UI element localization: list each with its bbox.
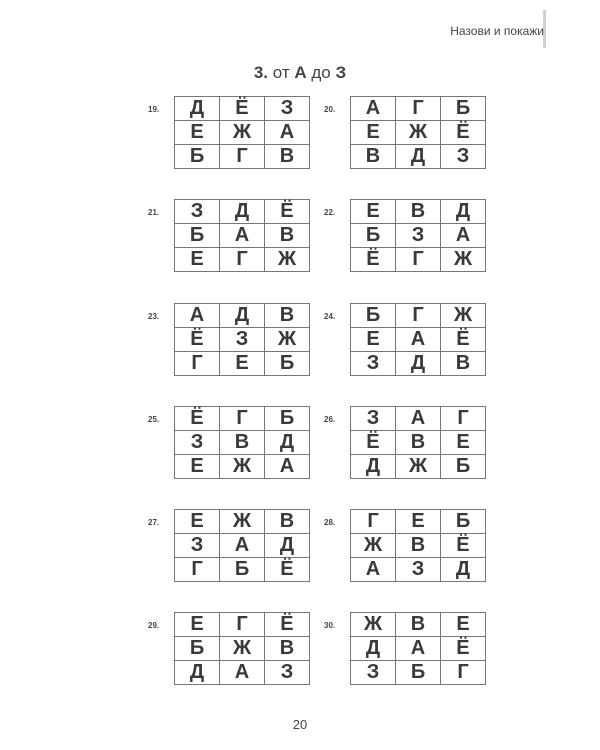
title-letter-end: З [335, 63, 347, 82]
letter-row [175, 431, 310, 455]
letter-grid [148, 199, 314, 278]
letter-row [175, 352, 310, 376]
page-title [0, 63, 600, 83]
letter-cell: А [351, 558, 396, 582]
letter-cell: Б [441, 97, 486, 121]
letter-row [351, 328, 486, 352]
letter-cell: Ё [441, 637, 486, 661]
letter-row [351, 352, 486, 376]
page-number: 20 [292, 717, 308, 732]
exercise-number: 26. [324, 415, 336, 424]
exercise-number: 19. [148, 105, 160, 114]
letter-cell: Ё [351, 431, 396, 455]
letter-cell: Д [396, 352, 441, 376]
letter-cell: Е [175, 455, 220, 479]
letter-cell: Б [351, 224, 396, 248]
letter-cell: Ё [351, 248, 396, 272]
letter-row [175, 97, 310, 121]
letter-cell: Д [396, 145, 441, 169]
letter-cell: А [220, 661, 265, 685]
letter-cell: Б [265, 407, 310, 431]
letter-cell: Д [441, 200, 486, 224]
letter-table [350, 612, 486, 685]
section-title: Назови и покажи [450, 24, 544, 38]
letter-cell: Б [265, 352, 310, 376]
letter-cell: Ж [265, 248, 310, 272]
letter-table [350, 406, 486, 479]
letter-cell: А [396, 407, 441, 431]
letter-table [350, 303, 486, 376]
letter-grid [148, 509, 314, 588]
letter-cell: А [441, 224, 486, 248]
letter-cell: Д [351, 637, 396, 661]
letter-cell: Б [441, 455, 486, 479]
exercise-number: 30. [324, 621, 336, 630]
letter-cell: З [175, 200, 220, 224]
letter-cell: Д [265, 534, 310, 558]
letter-row [351, 248, 486, 272]
letter-cell: Ё [441, 328, 486, 352]
letter-cell: Е [175, 121, 220, 145]
letter-cell: Ж [396, 455, 441, 479]
letter-row [175, 304, 310, 328]
letter-cell: Ё [175, 407, 220, 431]
letter-row [175, 455, 310, 479]
letter-cell: Г [220, 145, 265, 169]
exercise-number: 29. [148, 621, 160, 630]
letter-row [351, 121, 486, 145]
letter-table [350, 96, 486, 169]
letter-cell: А [220, 224, 265, 248]
letter-row [351, 431, 486, 455]
letter-cell: Ё [441, 121, 486, 145]
letter-cell: Е [175, 613, 220, 637]
letter-grid [324, 96, 490, 175]
letter-cell: Г [441, 661, 486, 685]
exercise-number: 24. [324, 312, 336, 321]
letter-cell: Е [441, 613, 486, 637]
title-from: от [272, 63, 290, 82]
letter-cell: Д [351, 455, 396, 479]
letter-row [175, 200, 310, 224]
letter-cell: Г [220, 613, 265, 637]
letter-row [175, 121, 310, 145]
letter-cell: В [265, 510, 310, 534]
title-number: 3. [253, 63, 269, 82]
letter-grid [324, 406, 490, 485]
letter-row [351, 534, 486, 558]
letter-grid [324, 199, 490, 278]
letter-cell: Г [441, 407, 486, 431]
letter-cell: Ё [265, 558, 310, 582]
letter-cell: Б [441, 510, 486, 534]
letter-cell: Е [351, 328, 396, 352]
letter-cell: Ж [265, 328, 310, 352]
letter-cell: Б [220, 558, 265, 582]
letter-cell: Г [396, 97, 441, 121]
letter-cell: Г [396, 248, 441, 272]
letter-row [351, 661, 486, 685]
letter-cell: А [396, 637, 441, 661]
letter-cell: Е [351, 200, 396, 224]
exercise-number: 20. [324, 105, 336, 114]
exercise-number: 22. [324, 208, 336, 217]
letter-cell: Б [175, 145, 220, 169]
letter-grid [148, 612, 314, 691]
letter-cell: Д [265, 431, 310, 455]
letter-row [175, 534, 310, 558]
letter-table [174, 303, 310, 376]
letter-table [174, 612, 310, 685]
letter-cell: З [220, 328, 265, 352]
letter-grid [148, 96, 314, 175]
letter-cell: Ж [396, 121, 441, 145]
letter-cell: Г [351, 510, 396, 534]
letter-row [175, 558, 310, 582]
letter-table [174, 96, 310, 169]
letter-row [175, 661, 310, 685]
letter-cell: З [265, 97, 310, 121]
letter-cell: А [220, 534, 265, 558]
letter-grid [324, 303, 490, 382]
letter-cell: Г [175, 352, 220, 376]
letter-cell: А [175, 304, 220, 328]
letter-row [351, 455, 486, 479]
letter-cell: Ж [351, 534, 396, 558]
letter-cell: Б [351, 304, 396, 328]
letter-cell: Е [175, 510, 220, 534]
exercise-number: 28. [324, 518, 336, 527]
letter-cell: З [351, 352, 396, 376]
letter-row [351, 613, 486, 637]
letter-row [175, 637, 310, 661]
letter-cell: Ж [220, 455, 265, 479]
letter-table [350, 199, 486, 272]
letter-row [351, 224, 486, 248]
letter-row [175, 613, 310, 637]
letter-row [175, 407, 310, 431]
letter-cell: Ё [441, 534, 486, 558]
letter-cell: Д [175, 661, 220, 685]
letter-row [351, 304, 486, 328]
letter-row [351, 558, 486, 582]
letter-cell: В [265, 145, 310, 169]
letter-row [175, 510, 310, 534]
letter-row [175, 145, 310, 169]
letter-cell: Г [220, 407, 265, 431]
letter-cell: З [396, 558, 441, 582]
letter-cell: З [351, 407, 396, 431]
letter-cell: Ё [220, 97, 265, 121]
letter-cell: В [220, 431, 265, 455]
letter-cell: Д [220, 304, 265, 328]
letter-cell: З [175, 534, 220, 558]
letter-cell: Е [351, 121, 396, 145]
letter-table [174, 406, 310, 479]
letter-grid [148, 303, 314, 382]
letter-cell: Ё [265, 200, 310, 224]
letter-cell: Е [175, 248, 220, 272]
letter-cell: Г [396, 304, 441, 328]
letter-cell: Б [175, 637, 220, 661]
exercise-number: 23. [148, 312, 160, 321]
letter-cell: А [396, 328, 441, 352]
title-letter-start: А [294, 63, 307, 82]
letter-cell: Ё [175, 328, 220, 352]
letter-row [351, 510, 486, 534]
letter-cell: Ж [351, 613, 396, 637]
letter-cell: Ж [220, 510, 265, 534]
letter-cell: Е [441, 431, 486, 455]
letter-cell: В [396, 534, 441, 558]
letter-grid [148, 406, 314, 485]
letter-row [351, 407, 486, 431]
letter-cell: З [396, 224, 441, 248]
letter-cell: З [351, 661, 396, 685]
letter-row [351, 97, 486, 121]
letter-row [351, 145, 486, 169]
letter-cell: А [265, 455, 310, 479]
letter-cell: А [265, 121, 310, 145]
letter-cell: Е [396, 510, 441, 534]
letter-cell: Д [175, 97, 220, 121]
letter-cell: Ж [441, 248, 486, 272]
letter-row [175, 224, 310, 248]
letter-table [174, 509, 310, 582]
letter-table [174, 199, 310, 272]
letter-row [175, 248, 310, 272]
letter-cell: В [351, 145, 396, 169]
letter-cell: Ё [265, 613, 310, 637]
letter-cell: Д [441, 558, 486, 582]
letter-cell: Г [175, 558, 220, 582]
letter-cell: Е [220, 352, 265, 376]
letter-cell: А [351, 97, 396, 121]
letter-cell: З [175, 431, 220, 455]
letter-cell: В [396, 200, 441, 224]
letter-row [351, 200, 486, 224]
letter-cell: В [265, 304, 310, 328]
letter-cell: Ж [220, 637, 265, 661]
letter-cell: Д [220, 200, 265, 224]
title-to: до [311, 63, 331, 82]
letter-cell: З [265, 661, 310, 685]
exercise-number: 27. [148, 518, 160, 527]
letter-grid [324, 509, 490, 588]
letter-cell: В [441, 352, 486, 376]
letter-cell: Ж [220, 121, 265, 145]
letter-cell: Г [220, 248, 265, 272]
letter-table [350, 509, 486, 582]
exercise-number: 21. [148, 208, 160, 217]
letter-cell: Б [175, 224, 220, 248]
letter-cell: В [396, 613, 441, 637]
exercise-number: 25. [148, 415, 160, 424]
letter-cell: Ж [441, 304, 486, 328]
letter-cell: В [265, 637, 310, 661]
letter-cell: В [396, 431, 441, 455]
letter-cell: Б [396, 661, 441, 685]
letter-grid [324, 612, 490, 691]
letter-row [351, 637, 486, 661]
letter-cell: В [265, 224, 310, 248]
letter-row [175, 328, 310, 352]
letter-cell: З [441, 145, 486, 169]
